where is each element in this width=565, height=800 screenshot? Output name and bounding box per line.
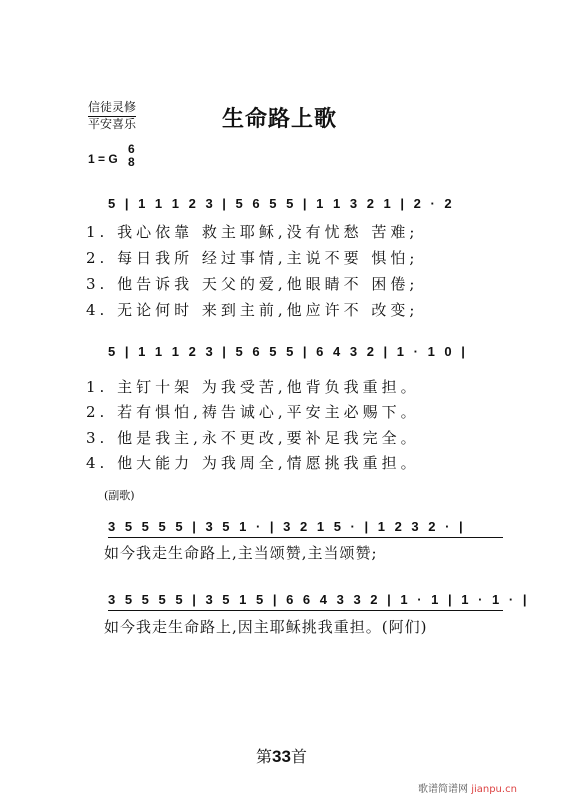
song-title: 生命路上歌 [222, 107, 338, 132]
watermark-text: 歌谱简谱网 [418, 784, 468, 795]
verse-line1-lyric-4: 4. 无论何时 来到主前,他应许不 改变; [86, 301, 419, 319]
time-denominator: 8 [128, 155, 135, 169]
page-suffix: 首 [290, 747, 307, 766]
page-number [256, 744, 307, 767]
verse-line2-lyric-3: 3. 他是我主,永不更改,要补足我完全。 [86, 429, 420, 447]
chorus-line2-notes: 3 5 5 5 5 | 3 5 1 5 | 6 6 4 3 3 2 | 1 · 1 | 1 · 1 · | [108, 592, 530, 607]
chorus-line1-notes: 3 5 5 5 5 | 3 5 1 · | 3 2 1 5 · | 1 2 3 2 · | [108, 519, 466, 534]
watermark [418, 780, 517, 795]
verse-line1-lyric-2: 2. 每日我所 经过事情,主说不要 惧怕; [86, 249, 419, 267]
series-line-1: 信徒灵修 [88, 100, 136, 117]
chorus-line1-underline [108, 537, 503, 538]
watermark-url: jianpu.cn [471, 784, 517, 795]
time-signature [128, 143, 135, 169]
key-label: 1 = G [88, 152, 118, 166]
chorus-line2-lyric: 如今我走生命路上,因主耶稣挑我重担。(阿们) [104, 618, 428, 636]
time-numerator: 6 [128, 142, 135, 156]
key-signature [88, 152, 118, 166]
verse-line1-lyric-1: 1. 我心依靠 救主耶稣,没有忧愁 苦难; [86, 223, 419, 241]
verse-line1-lyric-3: 3. 他告诉我 天父的爱,他眼睛不 困倦; [86, 275, 419, 293]
chorus-line2-underline [108, 610, 503, 611]
verse-line2-lyric-4: 4. 他大能力 为我周全,情愿挑我重担。 [86, 454, 420, 472]
page-number-value: 33 [272, 747, 291, 766]
chorus-line1-lyric: 如今我走生命路上,主当颂赞,主当颂赞; [104, 544, 378, 562]
chorus-label: (副歌) [104, 489, 135, 502]
verse-line1-notes: 5 | 1 1 1 2 3 | 5 6 5 5 | 1 1 3 2 1 | 2 · 2 [108, 196, 455, 211]
page-prefix: 第 [256, 747, 273, 766]
series-line-2: 平安喜乐 [88, 117, 137, 131]
verse-line2-notes: 5 | 1 1 1 2 3 | 5 6 5 5 | 6 4 3 2 | 1 · 1 0 | [108, 344, 468, 359]
series-label [88, 100, 136, 132]
verse-line2-lyric-1: 1. 主钉十架 为我受苦,他背负我重担。 [86, 378, 420, 396]
verse-line2-lyric-2: 2. 若有惧怕,祷告诚心,平安主必赐下。 [86, 403, 420, 421]
